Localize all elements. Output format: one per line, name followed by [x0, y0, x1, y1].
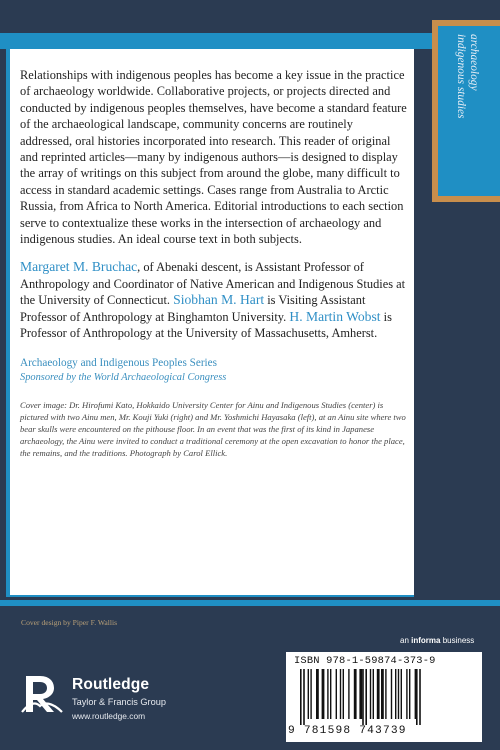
author-name-wobst: H. Martin Wobst [289, 308, 381, 324]
spine-label [438, 26, 500, 196]
routledge-logo-icon [20, 672, 64, 714]
spine-line-indigenous-studies: indigenous studies [455, 34, 467, 119]
description-panel [6, 47, 414, 597]
author-bio-bruchac: , of Abenaki descent, is Assistant Professor of Anthropology and Coordinator of Native American and Indigenous Studies at the University of Connecticut. [20, 260, 406, 308]
spine-line-archaeology: archaeology [468, 34, 480, 91]
informa-business-tag [400, 636, 474, 645]
informa-brand: informa [411, 636, 441, 645]
spine-label-frame [432, 20, 500, 202]
barcode-box [286, 652, 482, 742]
cover-design-credit: Cover design by Piper F. Wallis [21, 618, 118, 627]
publisher-url: www.routledge.com [72, 711, 146, 721]
book-blurb: Relationships with indigenous peoples has become a key issue in the practice of archaeology worldwide. Collaborative projects, or projects directed and conducted by indigenous peoples themselves, have become a standard feature of the archaeological landscape, community concerns are routinely addressed, oral histories incorporated into research. This reader of original and reprinted articles—many by indigenous authors—is designed to display the array of writings on this subject from around the globe, many difficult to access in standard academic settings. Cases range from Australia to Arctic Russia, from Africa to North America. Editorial introductions to each section serve to contextualize these works in the intersection of archaeology and indigenous studies. An ideal course text in both subjects. [20, 68, 407, 247]
series-sponsor: Sponsored by the World Archaeological Congress [20, 371, 227, 383]
informa-suffix: business [440, 636, 475, 645]
series-title: Archaeology and Indigenous Peoples Series [20, 356, 217, 369]
spine-label-text [454, 34, 480, 194]
cover-image-caption: Cover image: Dr. Hirofumi Kato, Hokkaido University Center for Ainu and Indigenous Studies (center) is pictured with two Ainu men, Mr. Kouji Yuki (right) and Mr. Yoshmichi Hayasaka (left), at an Ainu site where two bear skulls were encountered on the pithouse floor. In an event that was the first of its kind in Japanese archaeology, the Ainu were invited to conduct a traditional ceremony at the open excavation to honor the place, the remains, and the traditions. Photograph by Carol Ellick. [20, 399, 406, 459]
isbn-text: ISBN 978-1-59874-373-9 [294, 655, 436, 667]
barcode-bars [294, 669, 474, 725]
publisher-group: Taylor & Francis Group [72, 697, 166, 707]
author-bio-hart: is Visiting Assistant Professor of Anthropology at Binghamton University. [20, 293, 366, 324]
publisher-name: Routledge [72, 676, 150, 693]
bottom-accent-band [0, 600, 500, 606]
barcode-number: 9 781598 743739 [288, 725, 407, 737]
author-bios [20, 259, 408, 341]
author-name-hart: Siobhan M. Hart [173, 292, 265, 308]
author-name-bruchac: Margaret M. Bruchac [20, 259, 138, 275]
informa-prefix: an [400, 636, 412, 645]
author-bio-wobst: is Professor of Anthropology at the University of Massachusetts, Amherst. [20, 309, 392, 341]
